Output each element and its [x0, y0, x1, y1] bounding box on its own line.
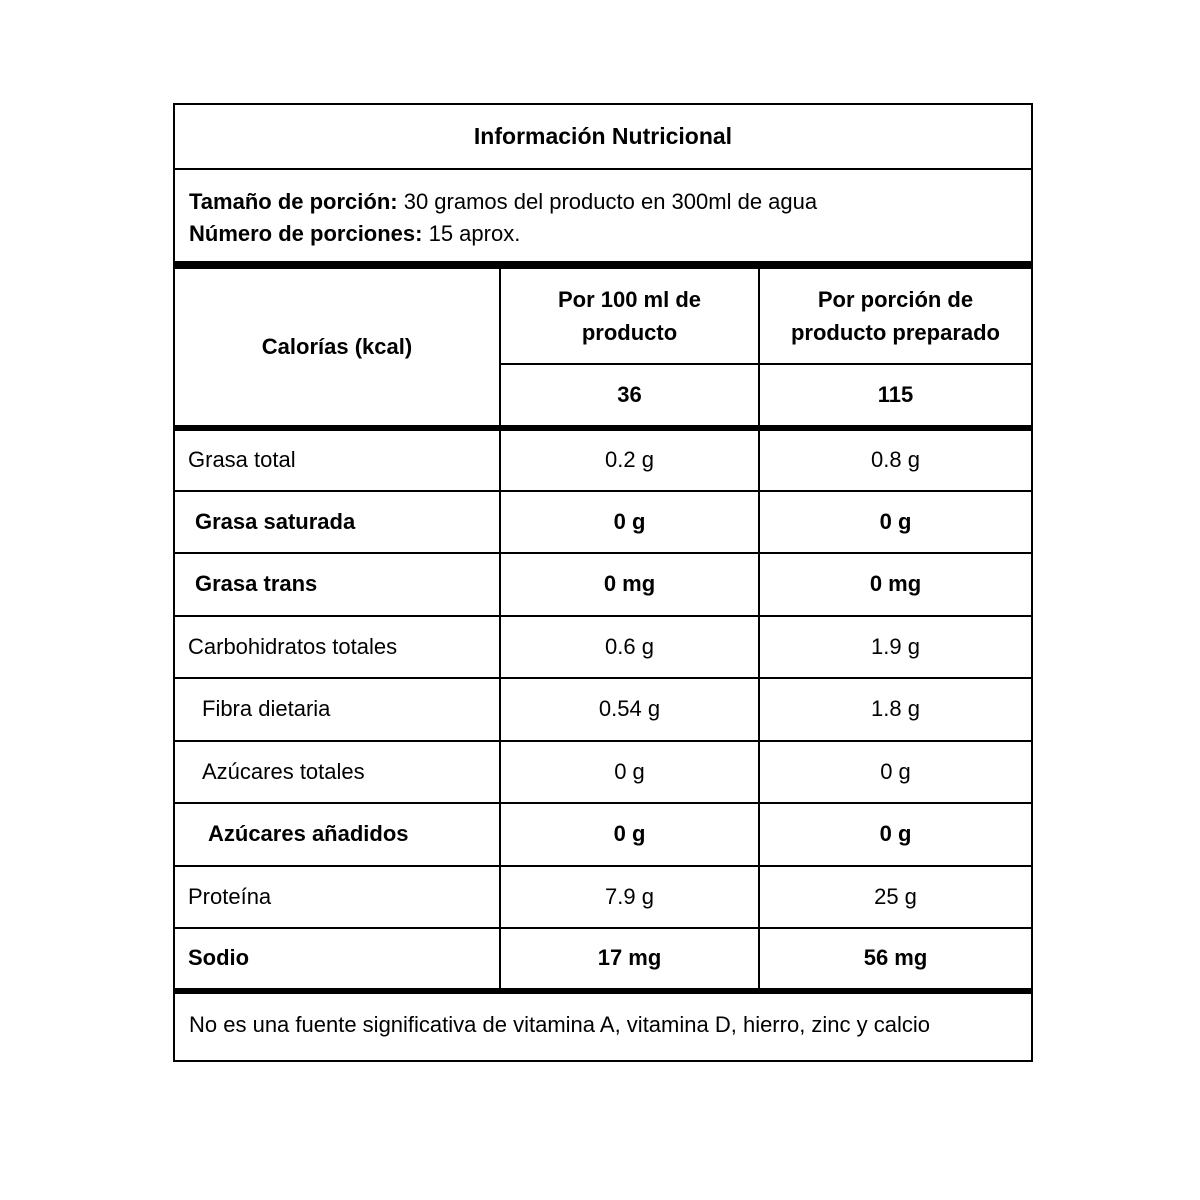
- serving-size-line: [189, 186, 1031, 218]
- nutrient-row: [175, 803, 1031, 866]
- serving-size-value: 30 gramos del producto en 300ml de agua: [397, 189, 818, 214]
- nutrient-row: [175, 428, 1031, 491]
- nutrient-per-serving: 56 mg: [759, 928, 1031, 991]
- col-per-serving-header: [759, 268, 1031, 364]
- nutrient-row: [175, 553, 1031, 616]
- servings-count-line: [189, 218, 1031, 250]
- nutrient-per-100ml: 0.2 g: [500, 428, 759, 491]
- col-per-100ml-header: [500, 268, 759, 364]
- nutrient-per-serving: 0 mg: [759, 553, 1031, 616]
- nutrient-per-100ml: 0 g: [500, 741, 759, 804]
- col-per-serving-header-line1: Por porción de: [817, 287, 974, 312]
- nutrient-name: Sodio: [175, 928, 500, 991]
- nutrient-per-100ml: 0.54 g: [500, 678, 759, 741]
- serving-info: [175, 170, 1031, 267]
- col-per-100ml-header-line2: producto: [581, 320, 678, 345]
- nutrient-row: [175, 741, 1031, 804]
- nutrient-per-serving: 1.8 g: [759, 678, 1031, 741]
- nutrient-row: [175, 678, 1031, 741]
- nutrient-per-100ml: 0 mg: [500, 553, 759, 616]
- nutrient-name: Grasa saturada: [175, 491, 500, 554]
- nutrient-name: Grasa trans: [175, 553, 500, 616]
- col-per-serving-header-line2: producto preparado: [790, 320, 1000, 345]
- nutrient-name: Azúcares totales: [175, 741, 500, 804]
- nutrient-per-100ml: 0 g: [500, 803, 759, 866]
- servings-count-label: Número de porciones:: [189, 221, 423, 246]
- nutrient-name: Carbohidratos totales: [175, 616, 500, 679]
- col-per-100ml-header-line1: Por 100 ml de: [557, 287, 702, 312]
- nutrient-row: [175, 491, 1031, 554]
- nutrient-row: [175, 928, 1031, 991]
- nutrient-per-serving: 0 g: [759, 741, 1031, 804]
- nutrition-facts-label: [173, 103, 1033, 1062]
- nutrition-table: [175, 267, 1031, 994]
- column-header-row: [175, 268, 1031, 364]
- nutrient-name: Azúcares añadidos: [175, 803, 500, 866]
- calories-per-100ml: 36: [500, 364, 759, 428]
- nutrient-per-100ml: 0 g: [500, 491, 759, 554]
- nutrient-per-100ml: 0.6 g: [500, 616, 759, 679]
- nutrient-per-100ml: 17 mg: [500, 928, 759, 991]
- nutrient-per-serving: 25 g: [759, 866, 1031, 929]
- nutrient-per-serving: 0.8 g: [759, 428, 1031, 491]
- footnote: No es una fuente significativa de vitamina A, vitamina D, hierro, zinc y calcio: [189, 1012, 931, 1037]
- nutrient-per-serving: 1.9 g: [759, 616, 1031, 679]
- serving-size-label: Tamaño de porción:: [189, 189, 398, 214]
- nutrient-name: Grasa total: [175, 428, 500, 491]
- calories-label: Calorías (kcal): [175, 268, 500, 428]
- nutrient-row: [175, 616, 1031, 679]
- nutrient-per-100ml: 7.9 g: [500, 866, 759, 929]
- servings-count-value: 15 aprox.: [422, 221, 521, 246]
- nutrient-per-serving: 0 g: [759, 491, 1031, 554]
- nutrient-name: Fibra dietaria: [175, 678, 500, 741]
- calories-per-serving: 115: [759, 364, 1031, 428]
- nutrient-name: Proteína: [175, 866, 500, 929]
- nutrient-per-serving: 0 g: [759, 803, 1031, 866]
- label-title: Información Nutricional: [175, 105, 1031, 170]
- nutrient-row: [175, 866, 1031, 929]
